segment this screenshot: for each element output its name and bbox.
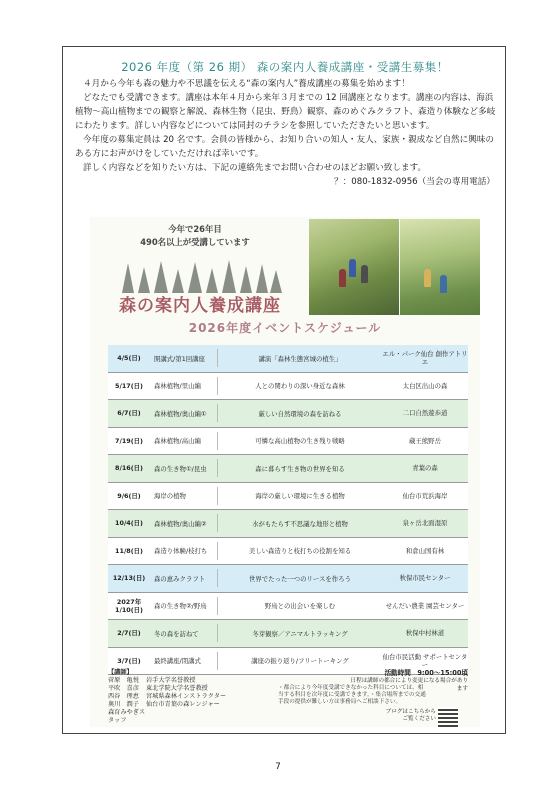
schedule-place: 仙台市民活動 サポートセンター	[382, 652, 468, 669]
flyer-main-title: 森の案内人養成講座	[119, 296, 281, 316]
lecturer-name: 森育みやぎスタッフ	[108, 709, 146, 724]
schedule-row	[108, 565, 468, 593]
schedule-row	[108, 483, 468, 511]
schedule-row	[108, 373, 468, 401]
schedule-category: 森林植物/奥山編②	[150, 514, 218, 532]
schedule-date: 3/7(日)	[117, 656, 141, 665]
schedule-theme: 人との関わりの深い身近な森林	[255, 382, 345, 391]
schedule-category: 森の恵みクラフト	[150, 569, 218, 587]
lecturer-role: 東北学院大学名誉教授	[146, 685, 208, 692]
schedule-row	[108, 400, 468, 428]
schedule-date: 2027年 1/10(日)	[115, 597, 143, 614]
schedule-row	[108, 510, 468, 538]
event-flyer	[90, 217, 480, 727]
lecturer-name: 西谷 理恵	[108, 693, 139, 700]
schedule-category: 冬の森を訪ねて	[150, 624, 218, 642]
hours-text: 活動時間 9:00～15:00頃	[384, 669, 468, 677]
schedule-theme: 講演「森林生態宮城の植生」	[258, 354, 342, 363]
schedule-row	[108, 620, 468, 648]
schedule-category: 森林植物/奥山編①	[150, 404, 218, 422]
schedule-place: 蔵王熊野岳	[409, 436, 441, 445]
schedule-date: 12/13(日)	[112, 574, 146, 583]
schedule-theme: 可憐な高山植物の生き残り戦略	[255, 437, 345, 446]
schedule-place: 青葉の森	[412, 464, 438, 473]
qr-code-icon[interactable]	[438, 707, 458, 727]
paragraph: どなたでも受講できます。講座は本年４月から来年３月までの 12 回講座となります。講座の内容は、海浜植物～高山植物までの観察と解説、森林生物（昆虫、野鳥）観察、森のめぐみクラフト、森造り体験など多岐にわたります。詳しい内容などについては同封のチラシを参照していただきたいと思います。	[75, 93, 496, 131]
schedule-place: 太白区出山の森	[402, 381, 448, 390]
schedule-row	[108, 455, 468, 483]
lecturer-list	[108, 669, 278, 725]
hiker-figure	[349, 259, 356, 277]
schedule-place: 二口自然遊歩道	[402, 409, 448, 418]
schedule-table	[108, 345, 468, 675]
flyer-notes: ・都合により今年度受講できなかった科目については、相当する科目を次年度に受講できます。・集合場所までの交通手段の提供が難しい方は事務局へご相談下さい。	[278, 685, 426, 706]
schedule-theme: 厳しい自然環境の森を訪ねる	[258, 409, 342, 418]
schedule-row	[108, 593, 468, 621]
article-title: 2026 年度（第 26 期） 森の案内人養成講座・受講生募集！	[121, 60, 449, 74]
schedule-date: 5/17(日)	[115, 381, 143, 390]
lecturer-role: 仙台市青葉の森レンジャー	[146, 701, 220, 708]
contact-phone: ？：080-1832-0956（当会の専用電話）	[334, 177, 495, 187]
schedule-date: 4/5(日)	[117, 354, 141, 363]
lecturer-name: 菅原 亀悦	[108, 677, 139, 684]
flyer-footer	[108, 669, 468, 725]
lecturer-name: 奥川 潤子	[108, 701, 139, 708]
schedule-theme: 野鳥との出会いを楽しむ	[264, 602, 336, 611]
lecturer-item	[108, 701, 278, 709]
article-frame	[62, 46, 506, 734]
schedule-date: 8/16(日)	[115, 464, 143, 473]
paragraph: 詳しく内容などを知りたい方は、下記の連絡先までお問い合わせのほどお願い致します。	[83, 163, 427, 173]
flyer-subtitle: 490名以上が受講しています	[140, 237, 250, 247]
schedule-theme: 講座の振り返り/フリートーキング	[251, 657, 349, 666]
hiker-figure	[339, 269, 346, 287]
schedule-place: 泉ヶ岳北面湿原	[402, 519, 448, 528]
forest-photo	[400, 219, 480, 315]
schedule-category: 森造り体験/枝打ち	[150, 542, 218, 560]
schedule-theme: 森に暮らす生き物の世界を知る	[255, 464, 345, 473]
schedule-date: 9/6(日)	[117, 491, 141, 500]
schedule-date: 7/19(日)	[115, 436, 143, 445]
schedule-category: 森林植物/高山編	[150, 432, 218, 450]
lecturers-label: 【講師】	[108, 669, 133, 676]
schedule-category: 森林植物/里山編	[150, 377, 218, 395]
schedule-date: 11/8(日)	[115, 546, 143, 555]
schedule-theme: 美しい森造りと枝打ちの役割を知る	[248, 547, 352, 556]
trees-illustration	[114, 259, 284, 293]
schedule-theme: 世界でたった一つのリースを作ろう	[249, 574, 351, 583]
schedule-date: 2/7(日)	[117, 629, 141, 638]
schedule-category: 森の生き物②/野鳥	[150, 597, 218, 615]
schedule-row	[108, 428, 468, 456]
paragraph: 今年度の募集定員は 20 名です。会員の皆様から、お知り合いの知人・友人、家族・親成など自然に興味のある方にお声がけをしていただければ幸いです。	[75, 135, 495, 159]
schedule-theme: 海岸の厳しい環境に生きる植物	[255, 492, 345, 501]
schedule-category: 海岸の植物	[150, 487, 218, 505]
article-body	[75, 77, 499, 189]
schedule-row	[108, 345, 468, 373]
schedule-place: 和倉山国有林	[405, 546, 445, 555]
hiker-figure	[440, 275, 447, 293]
forest-photo	[309, 219, 399, 315]
flyer-header	[90, 217, 480, 325]
lecturer-name: 平吹 喜彦	[108, 685, 139, 692]
schedule-place: 秋保市民センター	[399, 574, 451, 583]
schedule-category: 森の生き物①/昆虫	[150, 459, 218, 477]
schedule-theme: 水がもたらす不思議な地形と植物	[252, 519, 348, 528]
schedule-place: 仙台市荒浜海岸	[402, 491, 448, 500]
schedule-date: 10/4(日)	[115, 519, 143, 528]
hiker-figure	[361, 265, 368, 283]
lecturer-role: 岩手大学名誉教授	[146, 677, 196, 684]
lecturer-item	[108, 685, 278, 693]
schedule-category: 開講式/第1回講座	[150, 349, 218, 367]
paragraph: ４月から今年も森の魅力や不思議を伝える“森の案内人”養成講座の募集を始めます！	[83, 79, 410, 89]
lecturer-item	[108, 677, 278, 685]
hours-note: 日程は講師の都合により変更になる場合があります	[350, 678, 468, 692]
schedule-place: せんだい農業 園芸センター	[385, 601, 465, 610]
schedule-title: 2026年度イベントスケジュール	[188, 321, 382, 335]
schedule-date: 6/7(日)	[117, 409, 141, 418]
schedule-place: エル・パーク仙台 創作アトリエ	[382, 350, 468, 367]
lecturer-item	[108, 693, 278, 701]
schedule-row	[108, 538, 468, 566]
schedule-category: 最終講座/閉講式	[150, 652, 218, 670]
schedule-theme: 冬芽観察／アニマルトラッキング	[252, 629, 348, 638]
hiker-figure	[424, 269, 431, 287]
flyer-subtitle: 今年で26年目	[168, 224, 222, 234]
page-number: 7	[275, 762, 281, 772]
schedule-place: 秋保中村林道	[405, 629, 445, 638]
blog-label: ブログはこちらから ご覧ください	[385, 709, 436, 722]
lecturer-role: 宮城県森林インストラクター	[146, 693, 227, 700]
lecturer-item	[108, 709, 278, 725]
